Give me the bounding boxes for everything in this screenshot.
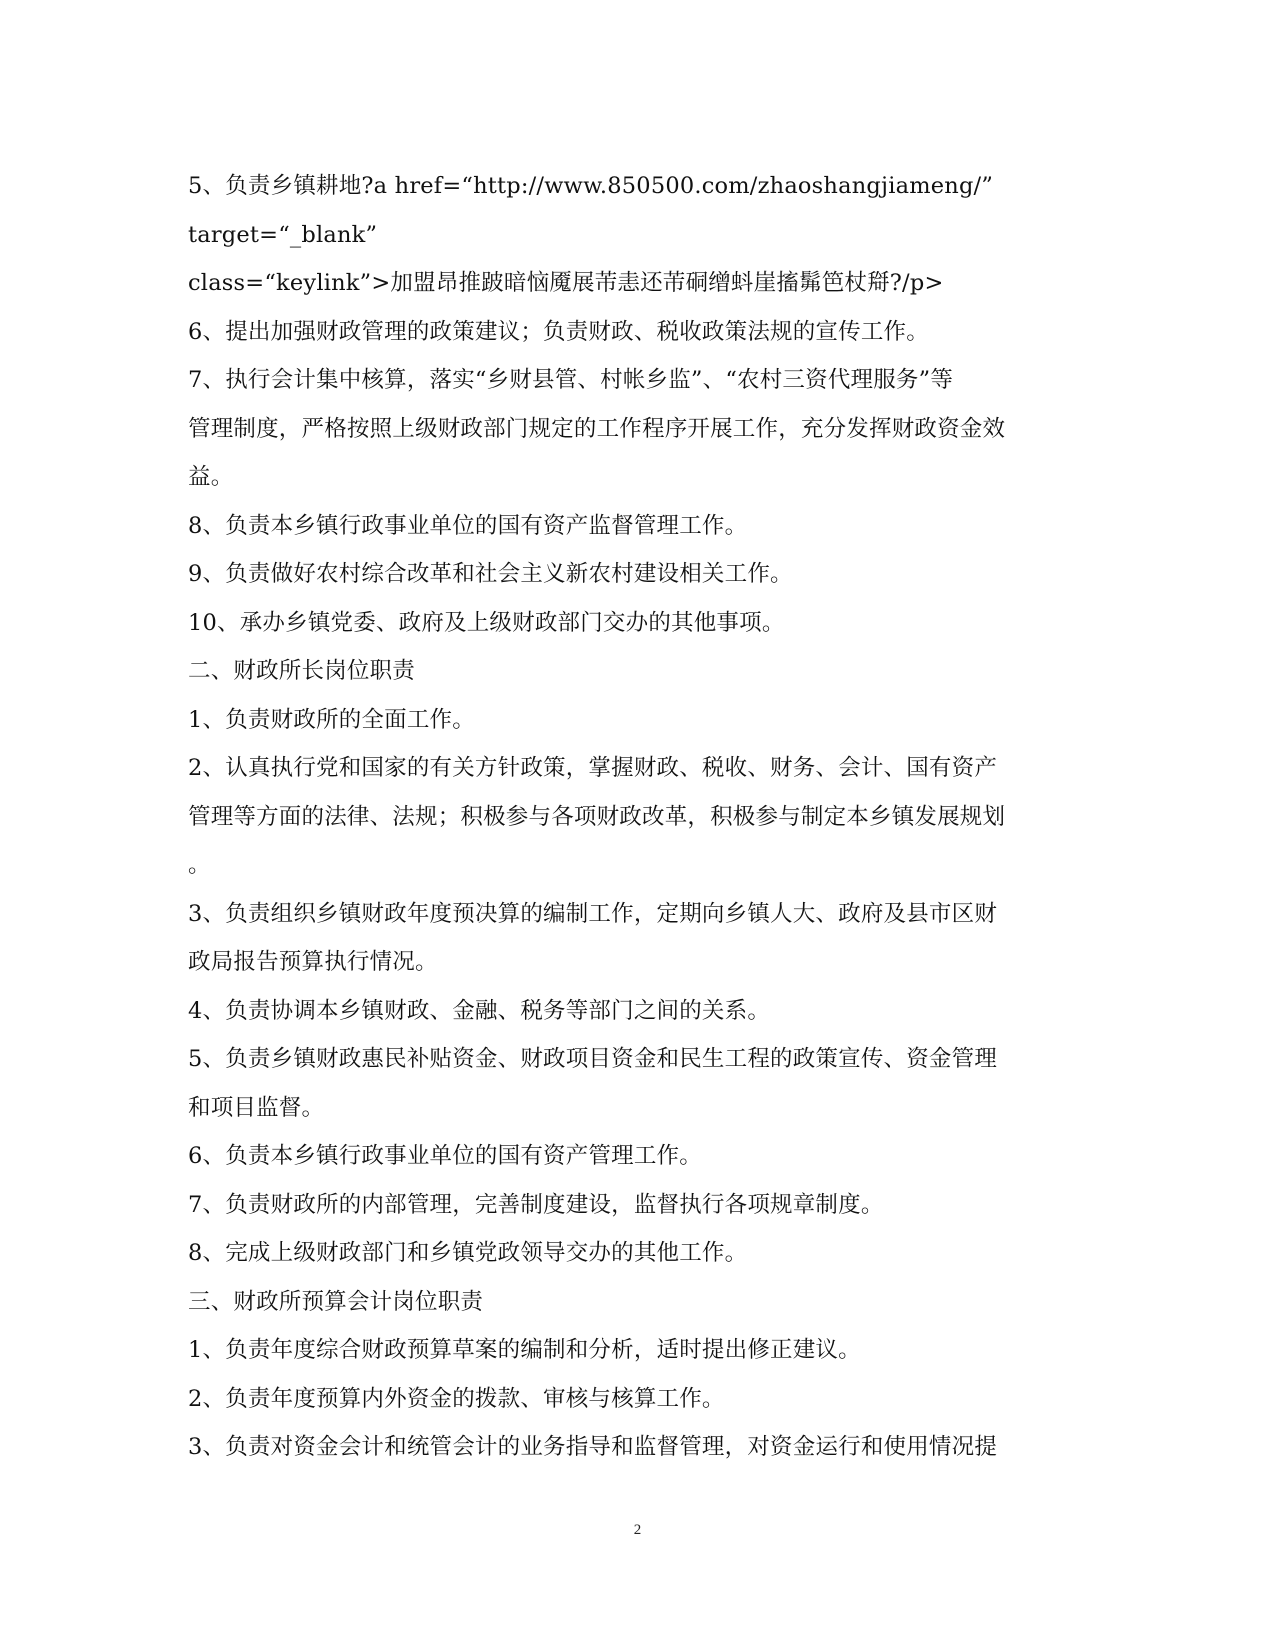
text-line: 5、负责乡镇耕地?a href=“http://www.850500.com/zhaoshangjiameng/” <box>188 173 994 199</box>
text-line: 6、负责本乡镇行政事业单位的国有资产管理工作。 <box>188 1143 702 1169</box>
page-number: 2 <box>633 1522 642 1538</box>
section-heading: 二、财政所长岗位职责 <box>188 658 416 684</box>
text-line: 和项目监督。 <box>188 1094 325 1121</box>
text-line: 2、认真执行党和国家的有关方针政策，掌握财政、税收、财务、会计、国有资产 <box>188 755 998 781</box>
text-line: 10、承办乡镇党委、政府及上级财政部门交办的其他事项。 <box>188 609 785 636</box>
text-line: 9、负责做好农村综合改革和社会主义新农村建设相关工作。 <box>188 561 793 587</box>
section-heading: 三、财政所预算会计岗位职责 <box>188 1288 484 1315</box>
document-body <box>188 162 1088 1472</box>
text-line: 6、提出加强财政管理的政策建议；负责财政、税收政策法规的宣传工作。 <box>188 318 929 345</box>
text-line: 5、负责乡镇财政惠民补贴资金、财政项目资金和民生工程的政策宣传、资金管理 <box>188 1046 998 1072</box>
text-line: 政局报告预算执行情况。 <box>188 949 438 975</box>
text-line: 管理等方面的法律、法规；积极参与各项财政改革，积极参与制定本乡镇发展规划 <box>188 803 1006 830</box>
text-line: 7、执行会计集中核算，落实“乡财县管、村帐乡监”、“农村三资代理服务”等 <box>188 367 954 393</box>
text-line: 4、负责协调本乡镇财政、金融、税务等部门之间的关系。 <box>188 997 771 1024</box>
text-line: 2、负责年度预算内外资金的拨款、审核与核算工作。 <box>188 1385 725 1412</box>
text-line: 益。 <box>188 464 234 490</box>
text-line: 8、负责本乡镇行政事业单位的国有资产监督管理工作。 <box>188 512 748 539</box>
text-line: 1、负责年度综合财政预算草案的编制和分析，适时提出修正建议。 <box>188 1337 861 1363</box>
text-line: 1、负责财政所的全面工作。 <box>188 706 475 733</box>
text-line: 3、负责对资金会计和统管会计的业务指导和监督管理，对资金运行和使用情况提 <box>188 1434 998 1460</box>
text-line: target=“_blank” <box>188 221 378 248</box>
text-line: 7、负责财政所的内部管理，完善制度建设，监督执行各项规章制度。 <box>188 1191 884 1218</box>
text-line: 管理制度，严格按照上级财政部门规定的工作程序开展工作，充分发挥财政资金效 <box>188 415 1006 442</box>
text-line: 8、完成上级财政部门和乡镇党政领导交办的其他工作。 <box>188 1240 748 1266</box>
text-line: 。 <box>188 852 211 878</box>
text-line: 3、负责组织乡镇财政年度预决算的编制工作，定期向乡镇人大、政府及县市区财 <box>188 900 998 927</box>
text-line: class=“keylink”>加盟昂推跛暗恼魇展芾恚还芾硐缯蚪崖搐髴笆杖搿?/p> <box>188 270 944 296</box>
